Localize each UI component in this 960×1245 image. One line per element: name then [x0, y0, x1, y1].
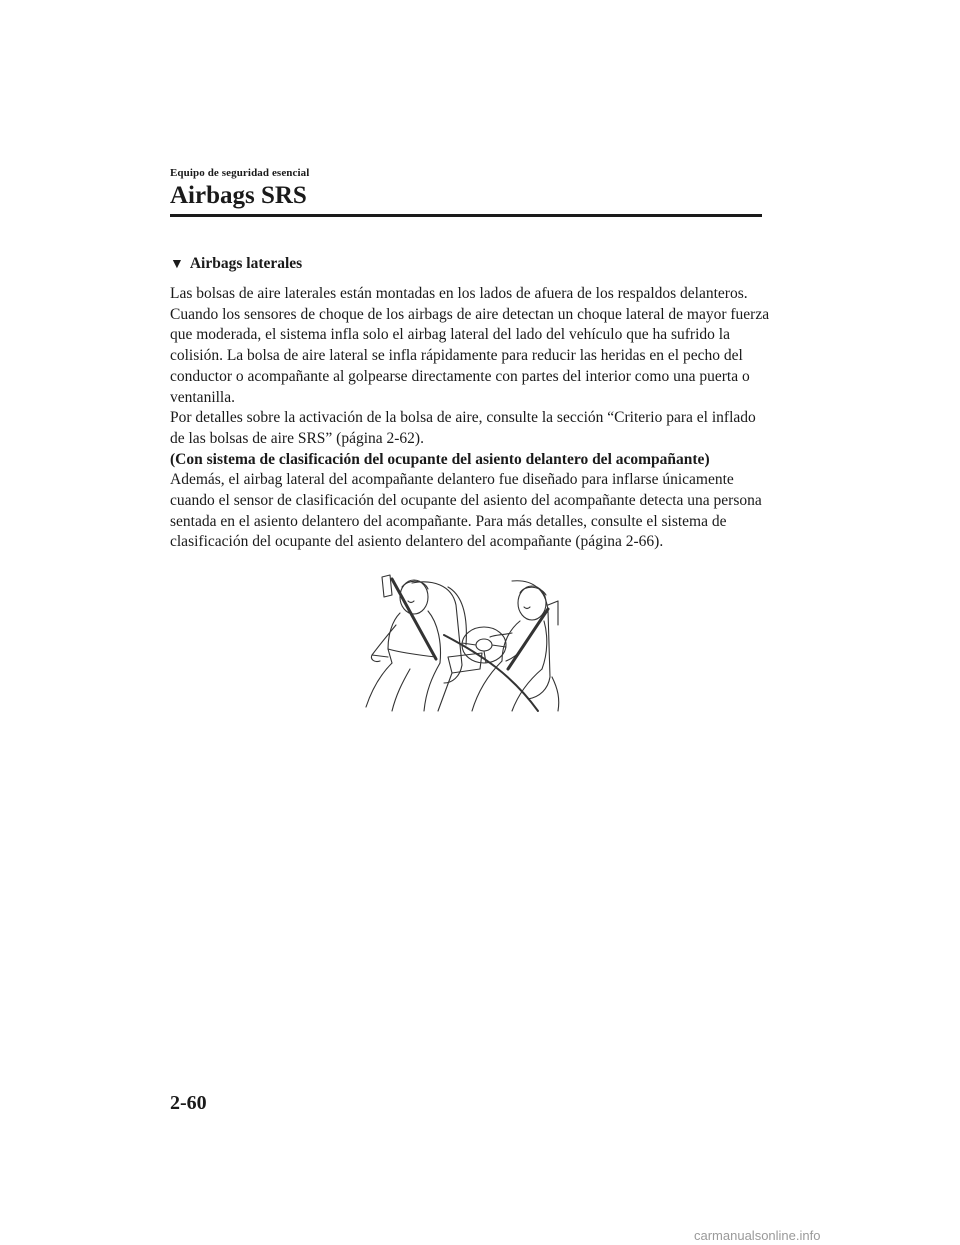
body-text	[170, 284, 770, 553]
subheading-text: Airbags laterales	[189, 255, 303, 272]
page-title: Airbags SRS	[170, 182, 307, 209]
paragraph-location: Las bolsas de aire laterales están montadas en los lados de afuera de los respaldos delanteros.	[170, 285, 748, 302]
paragraph-operation: Cuando los sensores de choque de los airbags de aire detectan un choque lateral de mayor fuerza que moderada, el sistema infla solo el airbag lateral del lado del vehículo que ha sufrido la colisión. La bolsa de aire lateral se infla rápidamente para reducir las heridas en el pecho del conductor o acompañante al golpearse directamente con partes del interior como una puerta o ventanilla.	[170, 305, 770, 406]
paragraph-passenger: Además, el airbag lateral del acompañante delantero fue diseñado para inflarse únicamente cuando el sensor de clasificación del ocupante del asiento del acompañante detecta una persona sentada en el asiento delantero del acompañante. Para más detalles, consulte el sistema de clasificación del ocupante del asiento delantero del acompañante (página 2-66).	[170, 471, 762, 551]
page-number: 2-60	[170, 1092, 207, 1114]
occupants-illustration	[352, 565, 572, 715]
paragraph-condition: (Con sistema de clasificación del ocupante del asiento delantero del acompañante)	[170, 450, 710, 468]
subheading	[170, 254, 302, 275]
down-triangle-icon: ▼	[170, 257, 184, 272]
section-label: Equipo de seguridad esencial	[170, 167, 310, 179]
watermark: carmanualsonline.info	[694, 1228, 821, 1243]
paragraph-reference: Por detalles sobre la activación de la bolsa de aire, consulte la sección “Criterio para el inflado de las bolsas de aire SRS” (página 2-62).	[170, 409, 756, 447]
title-divider	[170, 214, 762, 217]
